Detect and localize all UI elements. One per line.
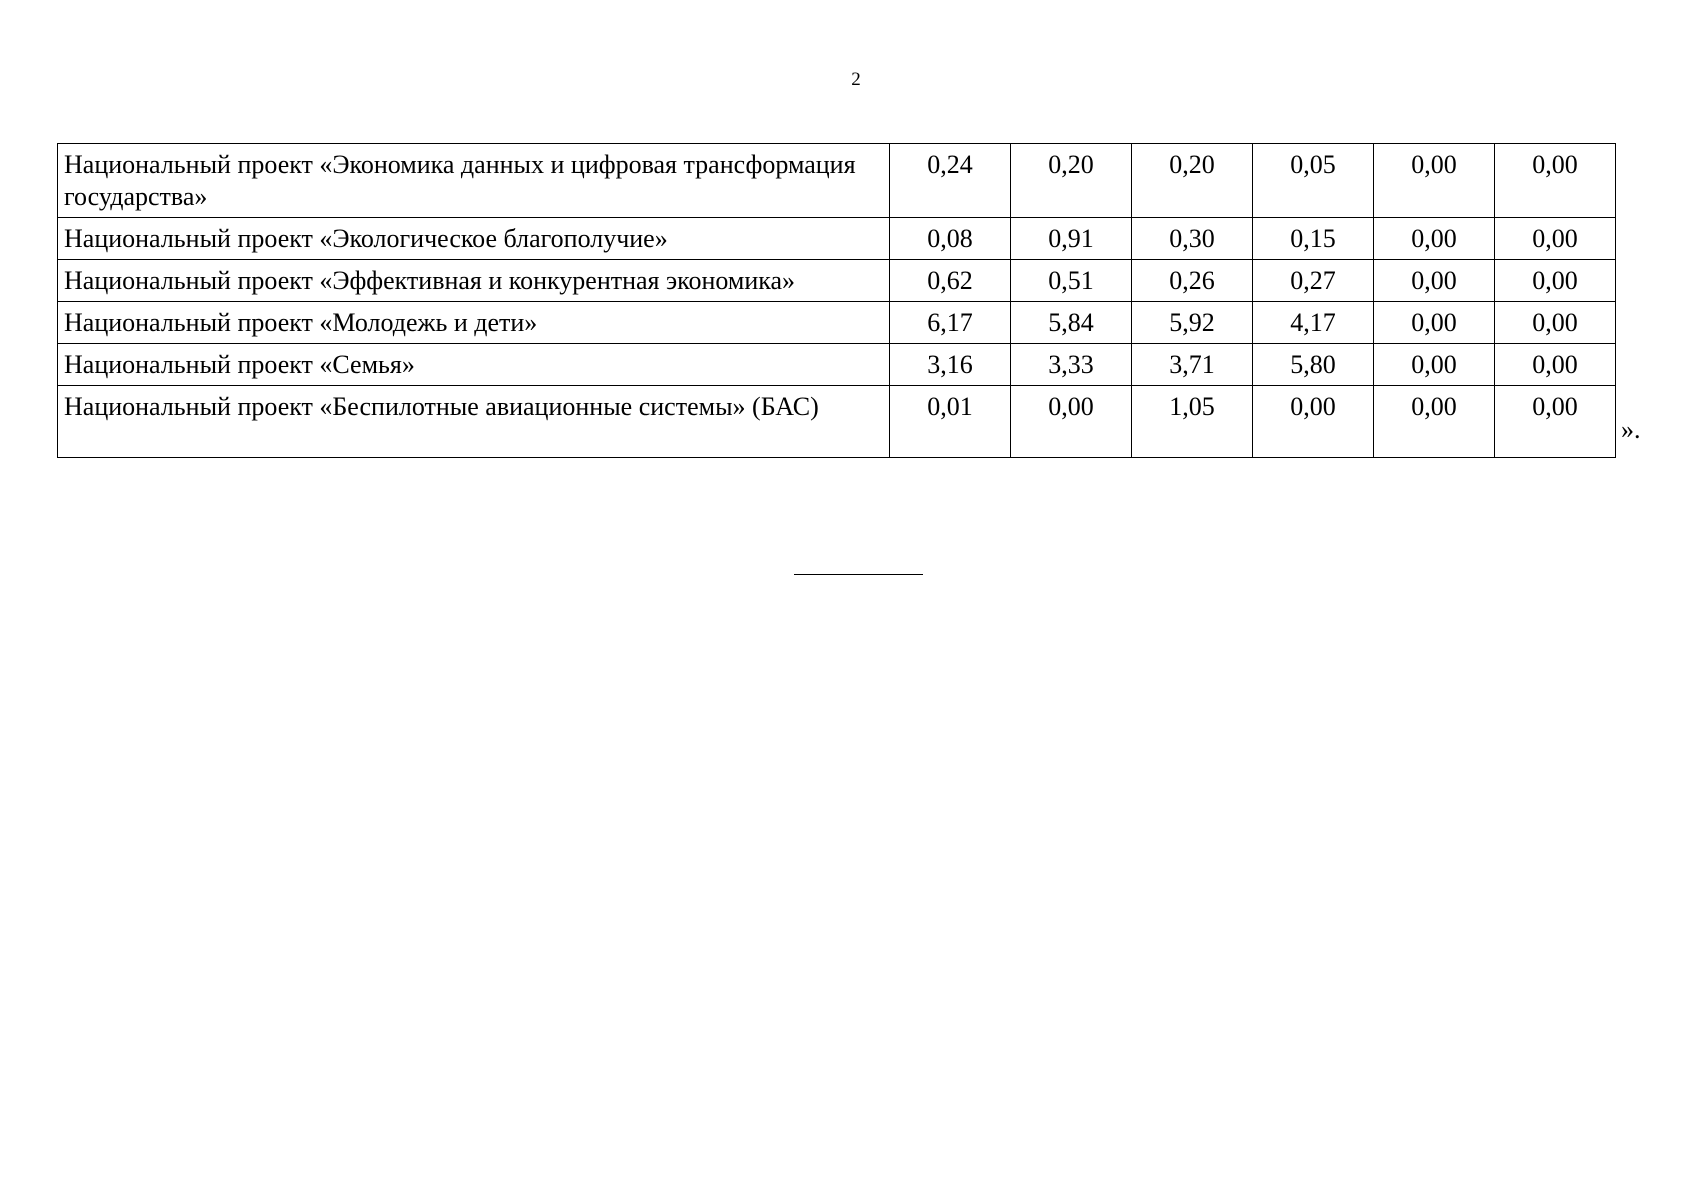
value-cell: 0,01 — [890, 386, 1011, 458]
value-cell: 0,91 — [1011, 218, 1132, 260]
value-cell: 5,80 — [1253, 344, 1374, 386]
value-cell: 0,08 — [890, 218, 1011, 260]
table-row — [58, 218, 1616, 260]
end-rule — [794, 574, 923, 575]
value-cell: 3,33 — [1011, 344, 1132, 386]
value-cell: 0,00 — [1374, 302, 1495, 344]
value-cell: 0,00 — [1495, 260, 1616, 302]
table-row — [58, 302, 1616, 344]
value-cell: 0,00 — [1374, 344, 1495, 386]
value-cell: 0,51 — [1011, 260, 1132, 302]
value-cell: 0,00 — [1374, 386, 1495, 458]
project-name-cell: Национальный проект «Беспилотные авиационные системы» (БАС) — [58, 386, 890, 458]
page-number: 2 — [851, 69, 861, 90]
project-name-cell: Национальный проект «Молодежь и дети» — [58, 302, 890, 344]
value-cell: 0,15 — [1253, 218, 1374, 260]
national-projects-table — [57, 143, 1616, 458]
value-cell: 4,17 — [1253, 302, 1374, 344]
value-cell: 0,00 — [1495, 386, 1616, 458]
value-cell: 0,00 — [1495, 218, 1616, 260]
value-cell: 0,00 — [1495, 144, 1616, 218]
value-cell: 0,05 — [1253, 144, 1374, 218]
value-cell: 0,62 — [890, 260, 1011, 302]
table-row — [58, 344, 1616, 386]
value-cell: 0,00 — [1495, 344, 1616, 386]
value-cell: 0,24 — [890, 144, 1011, 218]
value-cell: 0,00 — [1011, 386, 1132, 458]
value-cell: 0,20 — [1011, 144, 1132, 218]
table-row — [58, 260, 1616, 302]
project-name-cell: Национальный проект «Экономика данных и цифровая трансформация государства» — [58, 144, 890, 218]
project-name-cell: Национальный проект «Семья» — [58, 344, 890, 386]
project-name-cell: Национальный проект «Эффективная и конкурентная экономика» — [58, 260, 890, 302]
value-cell: 0,27 — [1253, 260, 1374, 302]
value-cell: 5,92 — [1132, 302, 1253, 344]
value-cell: 0,30 — [1132, 218, 1253, 260]
value-cell: 3,16 — [890, 344, 1011, 386]
value-cell: 0,00 — [1374, 218, 1495, 260]
value-cell: 0,00 — [1374, 260, 1495, 302]
value-cell: 3,71 — [1132, 344, 1253, 386]
table-row — [58, 144, 1616, 218]
value-cell: 0,20 — [1132, 144, 1253, 218]
value-cell: 0,00 — [1253, 386, 1374, 458]
value-cell: 6,17 — [890, 302, 1011, 344]
closing-quote: ». — [1621, 415, 1641, 444]
value-cell: 0,00 — [1495, 302, 1616, 344]
table-row — [58, 386, 1616, 458]
project-name-cell: Национальный проект «Экологическое благополучие» — [58, 218, 890, 260]
value-cell: 0,26 — [1132, 260, 1253, 302]
value-cell: 5,84 — [1011, 302, 1132, 344]
value-cell: 0,00 — [1374, 144, 1495, 218]
value-cell: 1,05 — [1132, 386, 1253, 458]
